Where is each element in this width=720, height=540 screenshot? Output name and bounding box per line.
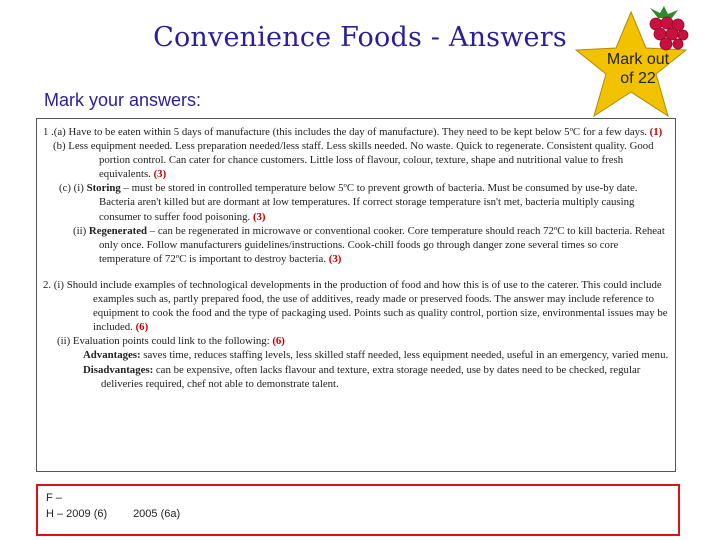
reference-box bbox=[36, 484, 680, 536]
reference-year: 2005 (6a) bbox=[133, 508, 181, 520]
answer-2i bbox=[43, 278, 669, 334]
answer-text: can be expensive, often lacks flavour and texture, extra storage needed, use by dates need to be checked, regular deliveries required, chef not able to demonstrate talent. bbox=[101, 363, 641, 390]
reference-line-2 bbox=[46, 506, 670, 522]
answer-text: Have to be eaten within 5 days of manufacture (this includes the day of manufacture). They need to be kept below 5ºC for a few days. bbox=[68, 126, 650, 138]
answer-label: 1 .(a) bbox=[43, 126, 69, 138]
answer-text: – must be stored in controlled temperature below 5ºC to prevent growth of bacteria. Must be consumed by use-by date. Bacteria aren't killed but are dormant at low temperatures. If correct storage temperature isn't met, bacteria multiply causing consumer to suffer food poisoning. bbox=[99, 182, 638, 223]
answer-text: Evaluation points could link to the following: bbox=[72, 335, 273, 348]
answer-label: (ii) bbox=[73, 224, 89, 237]
answer-label: (b) bbox=[53, 140, 69, 153]
mark-value: (6) bbox=[135, 321, 149, 334]
answer-term: Disadvantages: bbox=[83, 363, 154, 376]
answer-text: – can be regenerated in microwave or conventional cooker. Core temperature should reach 72ºC to kill bacteria. Reheat only once. Follow manufacturers guidelines/instructions. Cook-chill foods go through danger zone several times so core temperature of 72ºC is important to destroy bacteria. bbox=[99, 224, 665, 265]
badge-line-2: of 22 bbox=[620, 70, 656, 87]
answers-box bbox=[36, 118, 676, 472]
raspberry-icon bbox=[638, 4, 696, 54]
answer-text: saves time, reduces staffing levels, less skilled staff needed, less equipment needed, useful in an emergency, varied menu. bbox=[140, 349, 669, 362]
answer-1b bbox=[43, 139, 669, 181]
section-subtitle: Mark your answers: bbox=[44, 90, 202, 110]
answer-1c-i bbox=[43, 181, 669, 223]
reference-line-1: F – bbox=[46, 492, 62, 504]
answer-disadvantages bbox=[43, 363, 669, 391]
mark-value: (6) bbox=[272, 335, 285, 348]
answer-term: Advantages: bbox=[83, 349, 141, 362]
answer-label: 2. (i) bbox=[43, 278, 67, 291]
answer-advantages bbox=[43, 348, 669, 362]
mark-total-badge bbox=[592, 50, 684, 88]
answer-term: Regenerated bbox=[88, 224, 148, 237]
reference-higher: H – 2009 (6) bbox=[46, 508, 108, 520]
mark-value: (1) bbox=[649, 126, 663, 138]
answer-label: (c) (i) bbox=[59, 182, 87, 195]
page-title: Convenience Foods - Answers bbox=[153, 22, 567, 53]
mark-value: (3) bbox=[252, 210, 266, 223]
answer-1a bbox=[43, 125, 669, 139]
badge-line-1: Mark out bbox=[606, 51, 670, 68]
answer-2ii bbox=[43, 334, 669, 348]
answer-label: (ii) bbox=[57, 335, 73, 348]
answer-1c-ii bbox=[43, 224, 669, 266]
mark-value: (3) bbox=[153, 168, 167, 181]
answer-term: Storing bbox=[86, 182, 121, 195]
answer-text: Should include examples of technological developments in the production of food and how this is of use to the caterer. This could include examples such as, partly prepared food, the use of additives, ready made or preserved foods. The answer may include reference to equipment to cook the food and the type of packaging used. Points such as quality control, portion size, environmental issues may be included. bbox=[66, 278, 668, 334]
answer-text: Less equipment needed. Less preparation needed/less staff. Less skills needed. No waste. Quick to regenerate. Consistent quality. Good portion control. Can cater for chance customers. Little loss of flavour, colour, texture, shape and nutritional value to fresh equivalents. bbox=[68, 140, 654, 181]
mark-value: (3) bbox=[328, 252, 342, 265]
